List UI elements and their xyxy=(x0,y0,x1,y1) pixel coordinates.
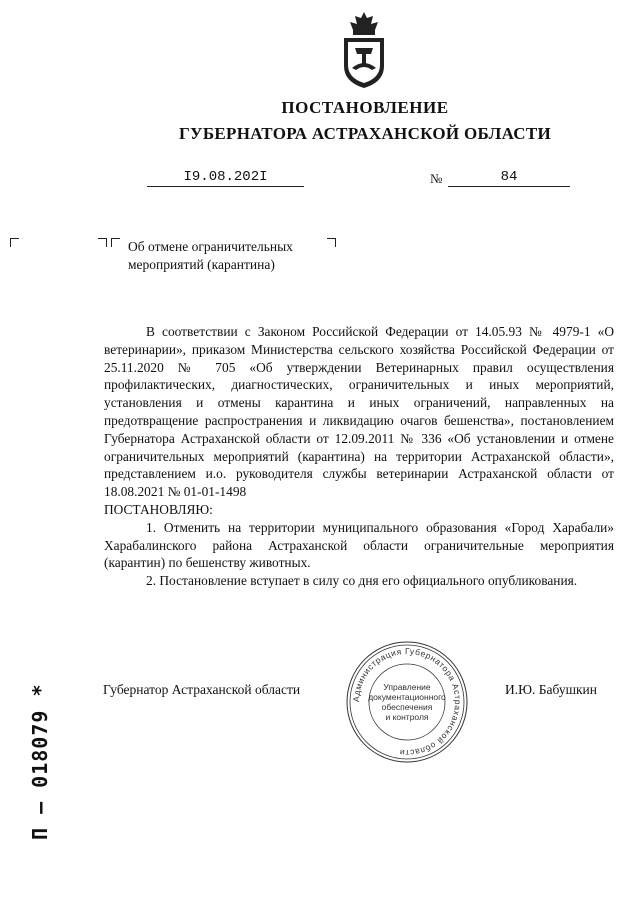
stamp-line-2: документационного xyxy=(368,692,446,702)
serial-text: П – 018079 * xyxy=(28,683,52,840)
stamp-center-text xyxy=(345,640,469,764)
signatory-name: И.Ю. Бабушкин xyxy=(505,682,598,697)
decree-item-2: 2. Постановление вступает в силу со дня его официального опубликования. xyxy=(146,573,578,589)
stamp-line-3: обеспечения xyxy=(381,702,433,712)
corner-mark-subject-start-b xyxy=(111,238,120,247)
document-issuer: ГУБЕРНАТОРА АСТРАХАНСКОЙ ОБЛАСТИ xyxy=(178,124,552,143)
official-stamp xyxy=(345,640,469,764)
stamp-line-1: Управление xyxy=(383,682,431,692)
coat-of-arms-emblem xyxy=(340,10,388,90)
document-number: 84 xyxy=(448,169,570,187)
form-serial-number xyxy=(16,683,52,850)
document-title: ПОСТАНОВЛЕНИЕ xyxy=(281,98,449,117)
signatory-position: Губернатор Астраханской области xyxy=(103,682,301,697)
corner-mark-left xyxy=(10,238,19,247)
document-subject xyxy=(128,238,293,274)
decree-heading: ПОСТАНОВЛЯЮ: xyxy=(104,501,213,517)
subject-line-1: Об отмене ограничительных xyxy=(128,239,293,254)
document-date: I9.08.202I xyxy=(147,169,304,187)
stamp-ring-text: Администрация Губернатора Астраханской области xyxy=(350,645,464,759)
preamble-paragraph: В соответствии с Законом Российской Федерации от 14.05.93 № 4979-1 «О ветеринарии», приказом Министерства сельского хозяйства Российской Федерации от 25.11.2020 № 705 «Об утверждении Ветеринарных правил осуществления профилактических, диагностических, ограничительных и иных мероприятий, установления и отмены карантина и иных ограничений, направленных на предотвращение распространения и ликвидацию очагов бешенства», постановлением Губернатора Астраханской области от 12.09.2011 № 336 «Об установлении и отмене ограничительных мероприятий (карантина) на территории Астраханской области», представлением и.о. руководителя службы ветеринарии Астраханской области от 18.08.2021 № 01-01-1498 xyxy=(104,324,614,500)
decree-item-1: 1. Отменить на территории муниципального образования «Город Харабали» Харабалинского района Астраханской области ограничительные мероприятия (карантин) по бешенству животных. xyxy=(104,519,614,571)
stamp-line-4: и контроля xyxy=(385,712,429,722)
subject-line-2: мероприятий (карантина) xyxy=(128,257,275,272)
corner-mark-subject-start-a xyxy=(98,238,107,247)
corner-mark-subject-end xyxy=(327,238,336,247)
document-body xyxy=(104,323,614,590)
number-label: № xyxy=(430,171,443,186)
